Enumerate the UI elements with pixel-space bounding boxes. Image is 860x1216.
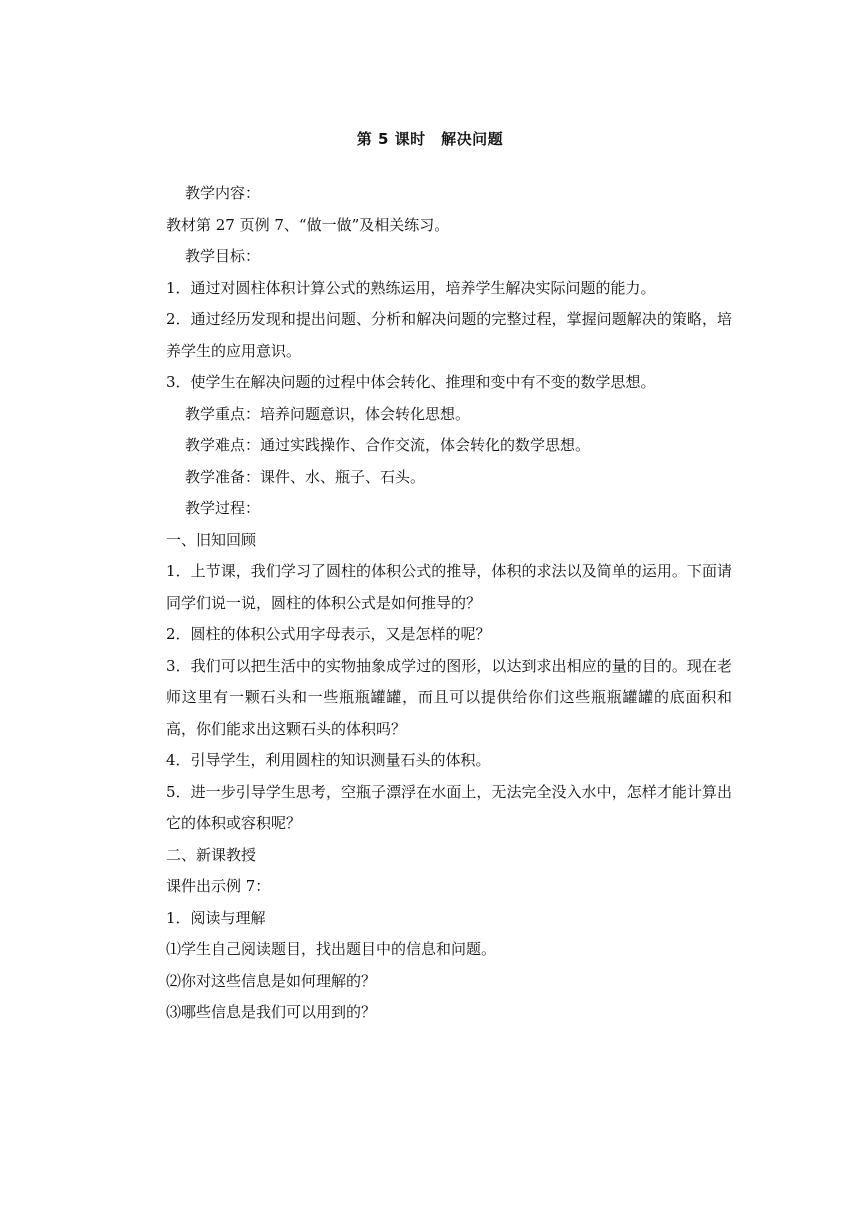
paragraph: 教学难点：通过实践操作、合作交流，体会转化的数学思想。 (185, 436, 591, 454)
paragraph: ⑵你对这些信息是如何理解的？ (166, 971, 377, 990)
paragraph: 二、新课教授 (166, 845, 257, 864)
paragraph: 2．通过经历发现和提出问题、分析和解决问题的完整过程，掌握问题解决的策略，培养学生的应用意识。 (166, 310, 732, 360)
paragraph: 教学准备：课件、水、瓶子、石头。 (185, 467, 426, 486)
paragraph: 3．我们可以把生活中的实物抽象成学过的图形，以达到求出相应的量的目的。现在老师这里有一颗石头和一些瓶瓶罐罐，而且可以提供给你们这些瓶瓶罐罐的底面积和高，你们能求出这颗石头的体积吗？ (166, 656, 732, 738)
paragraph: ⑴学生自己阅读题目，找出题目中的信息和问题。 (166, 940, 497, 958)
paragraph: 1．阅读与理解 (166, 908, 266, 927)
paragraph: 1．通过对圆柱体积计算公式的熟练运用，培养学生解决实际问题的能力。 (166, 278, 656, 297)
paragraph: ⑶哪些信息是我们可以用到的？ (166, 1003, 377, 1021)
lesson-body (166, 178, 732, 1029)
paragraph: 4．引导学生，利用圆柱的知识测量石头的体积。 (166, 751, 491, 769)
paragraph: 教材第 27 页例 7、“做一做”及相关练习。 (166, 215, 450, 234)
paragraph: 1．上节课，我们学习了圆柱的体积公式的推导，体积的求法以及简单的运用。下面请同学们说一说，圆柱的体积公式是如何推导的？ (166, 562, 732, 612)
paragraph: 课件出示例 7： (166, 877, 271, 895)
lesson-title: 第 5 课时 解决问题 (356, 130, 504, 148)
paragraph: 教学过程： (185, 499, 261, 517)
paragraph: 教学目标： (185, 247, 261, 265)
paragraph: 5．进一步引导学生思考，空瓶子漂浮在水面上，无法完全没入水中，怎样才能计算出它的体积或容积呢？ (166, 782, 732, 832)
paragraph: 3．使学生在解决问题的过程中体会转化、推理和变中有不变的数学思想。 (166, 373, 656, 391)
paragraph: 一、旧知回顾 (166, 530, 257, 549)
paragraph: 教学重点：培养问题意识，体会转化思想。 (185, 404, 471, 423)
paragraph: 2．圆柱的体积公式用字母表示，又是怎样的呢？ (166, 625, 491, 643)
paragraph: 教学内容： (185, 184, 261, 202)
